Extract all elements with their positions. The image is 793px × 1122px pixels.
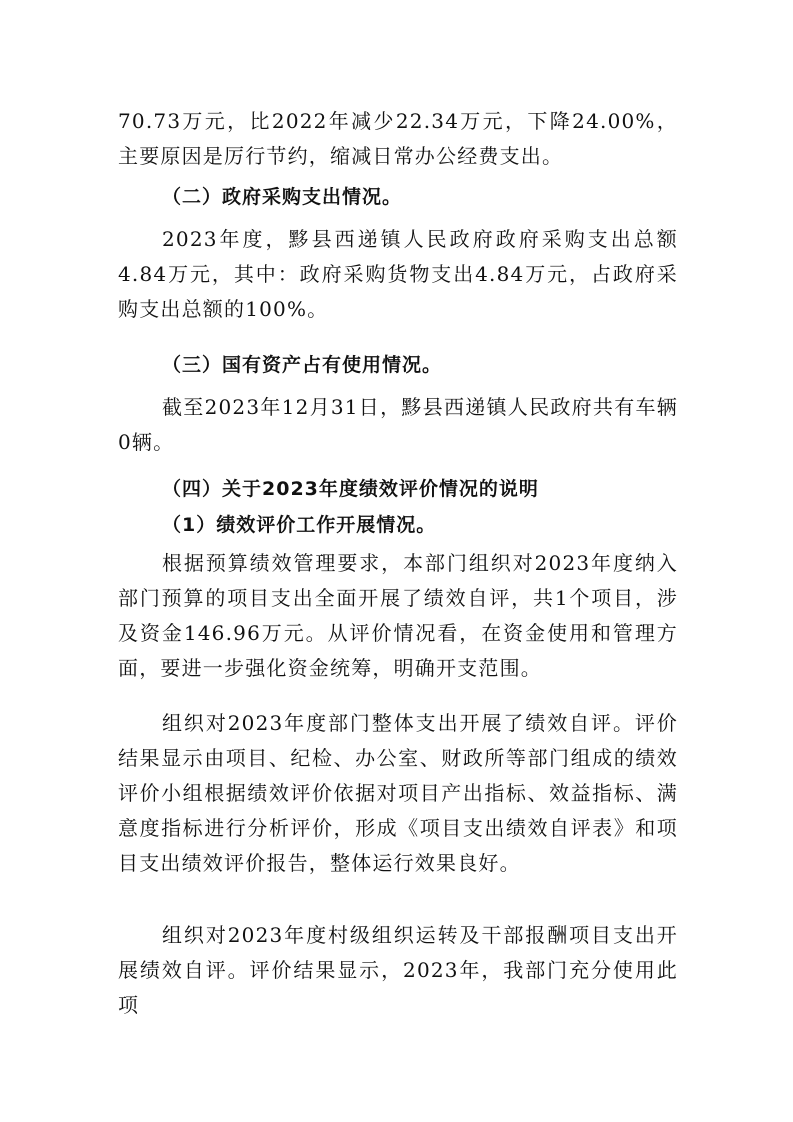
subheading-evaluation-work: （1）绩效评价工作开展情况。 bbox=[162, 514, 437, 536]
heading-state-assets: （三）国有资产占有使用情况。 bbox=[162, 354, 443, 376]
heading-government-procurement: （二）政府采购支出情况。 bbox=[162, 186, 403, 208]
heading-performance-evaluation: （四）关于2023年度绩效评价情况的说明 bbox=[162, 478, 539, 500]
paragraph-government-procurement: 2023年度，黟县西递镇人民政府政府采购支出总额4.84万元，其中：政府采购货物支出4.84万元，占政府采购支出总额的100%。 bbox=[118, 227, 678, 321]
paragraph-office-expense: 70.73万元，比2022年减少22.34万元，下降24.00%，主要原因是厉行节约，缩减日常办公经费支出。 bbox=[118, 109, 678, 168]
paragraph-overall-evaluation: 组织对2023年度部门整体支出开展了绩效自评。评价结果显示由项目、纪检、办公室、财政所等部门组成的绩效评价小组根据绩效评价依据对项目产出指标、效益指标、满意度指标进行分析评价，形成《项目支出绩效自评表》和项目支出绩效评价报告，整体运行效果良好。 bbox=[118, 711, 678, 875]
paragraph-village-organization: 组织对2023年度村级组织运转及干部报酬项目支出开展绩效自评。评价结果显示，2023年，我部门充分使用此项 bbox=[118, 923, 678, 1017]
paragraph-state-assets: 截至2023年12月31日，黟县西递镇人民政府共有车辆0辆。 bbox=[118, 395, 678, 454]
paragraph-budget-performance: 根据预算绩效管理要求，本部门组织对2023年度纳入部门预算的项目支出全面开展了绩效自评，共1个项目，涉及资金146.96万元。从评价情况看，在资金使用和管理方面，要进一步强化资金统筹，明确开支范围。 bbox=[118, 551, 678, 680]
